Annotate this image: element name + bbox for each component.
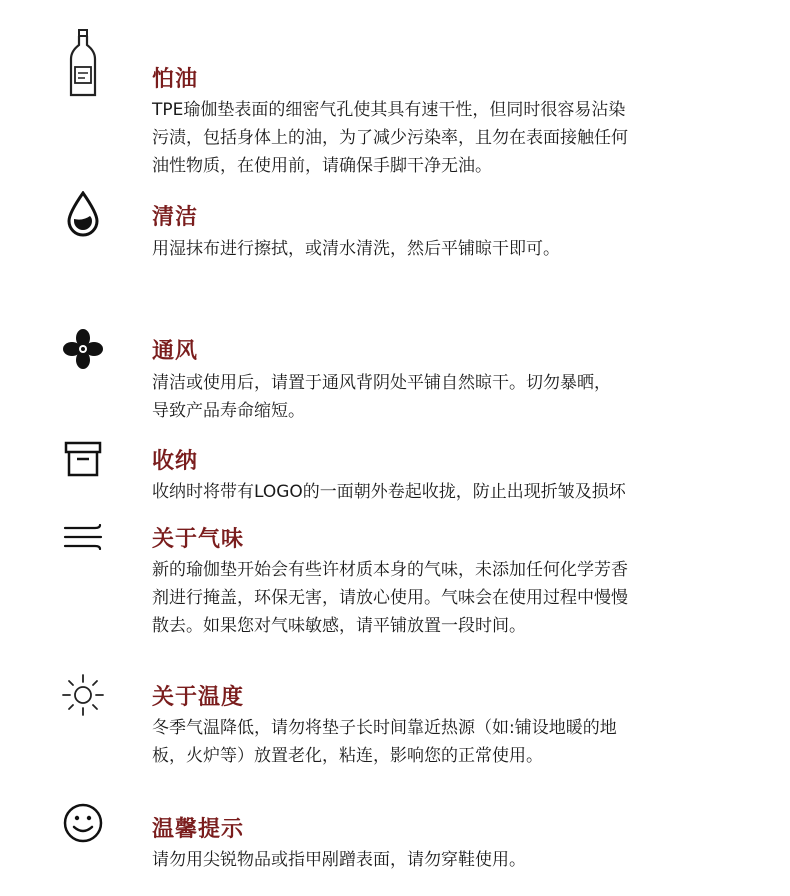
section-title: 怕油 [152,67,199,92]
text-line: 散去。如果您对气味敏感，请平铺放置一段时间。 [152,616,526,636]
text-line: 剂进行掩盖，环保无害，请放心使用。气味会在使用过程中慢慢 [152,588,628,608]
bottle-icon [58,38,108,88]
text-line: 污渍，包括身体上的油，为了减少污染率，且勿在表面接触任何 [152,128,628,148]
section-text [152,846,732,874]
section-text [152,714,732,770]
smiley-icon [58,798,108,848]
text-line: 用湿抹布进行擦拭，或清水清洗，然后平铺晾干即可。 [152,239,560,259]
section-title: 收纳 [152,449,199,474]
text-line: 导致产品寿命缩短。 [152,401,305,421]
section-title: 温馨提示 [152,817,245,842]
text-line: 清洁或使用后，请置于通风背阴处平铺自然晾干。切勿暴晒， [152,373,611,393]
water-drop-icon [58,190,108,240]
storage-box-icon [58,434,108,484]
section-text [152,235,732,263]
section-title: 通风 [152,339,199,364]
odor-lines-icon [58,512,108,562]
section-text [152,478,732,506]
section-text [152,369,732,425]
section-title: 关于温度 [152,685,245,710]
text-line: 请勿用尖锐物品或指甲剐蹭表面，请勿穿鞋使用。 [152,850,526,870]
text-line: 冬季气温降低，请勿将垫子长时间靠近热源（如:铺设地暖的地 [152,718,617,738]
section-title: 清洁 [152,205,199,230]
sun-icon [58,670,108,720]
text-line: 新的瑜伽垫开始会有些许材质本身的气味，未添加任何化学芳香 [152,560,628,580]
section-text [152,556,732,640]
section-text [152,96,732,180]
text-line: 板，火炉等）放置老化，粘连，影响您的正常使用。 [152,746,543,766]
section-title: 关于气味 [152,527,245,552]
text-line: 收纳时将带有LOGO的一面朝外卷起收拢，防止出现折皱及损坏 [152,482,626,502]
text-line: 油性物质，在使用前，请确保手脚干净无油。 [152,156,492,176]
text-line: TPE瑜伽垫表面的细密气孔使其具有速干性，但同时很容易沾染 [152,100,626,120]
fan-icon [58,324,108,374]
